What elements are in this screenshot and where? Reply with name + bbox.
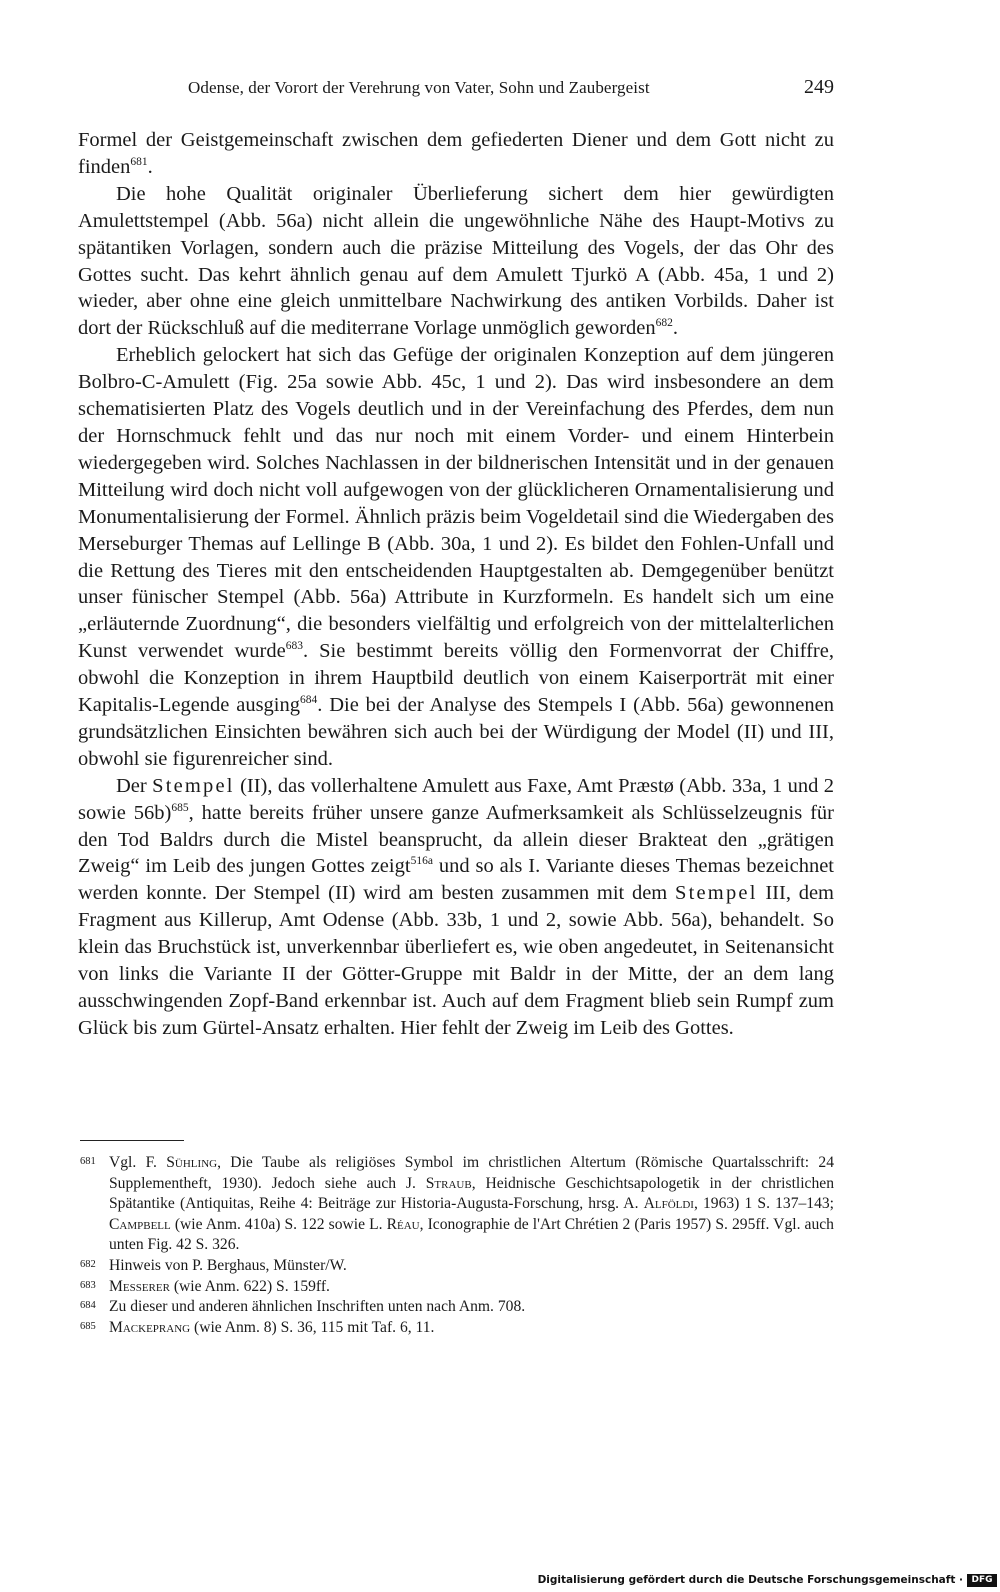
footnote-text: (wie Anm. 622) S. 159ff. [169,1277,330,1295]
text-run: . [147,155,153,178]
author-name: Sühling [166,1154,218,1171]
footnote-ref[interactable]: 516a [410,855,433,868]
footnote-separator [80,1140,184,1141]
dfg-logo: DFG [967,1574,997,1587]
footnote [80,1318,834,1339]
footnote-number: 684 [80,1300,96,1312]
author-name: Alföldi [643,1195,694,1213]
author-name: Campbell [109,1215,171,1233]
page-number: 249 [804,76,834,98]
footnotes [80,1153,834,1338]
footnote [80,1256,834,1277]
text-run: . [672,317,678,340]
footnote-text: (wie Anm. 8) S. 36, 115 mit Taf. 6, 11. [190,1318,435,1336]
text-run: , hatte bereits früher unsere ganze Aufmerksamkeit als Schlüsselzeugnis für den Tod Baldrs durch die Mistel beansprucht, da allein dieser Brakteat den „grätigen Zweig“ im Leib des jungen Gottes zeigt [78,801,834,878]
paragraph [78,127,834,181]
digitization-note [538,1571,997,1589]
author-name: Messerer [109,1277,170,1295]
emphasized-term: Stempel [152,774,235,797]
footnote-text: , 1963) 1 S. 137–143; [693,1195,835,1213]
footnote [80,1297,834,1318]
body-text [78,127,834,1042]
footnote-text: (wie Anm. 410a) S. 122 sowie L. [170,1215,387,1233]
footnote-text: Zu dieser und anderen ähnlichen Inschriften unten nach Anm. 708. [109,1298,526,1316]
paragraph [78,773,834,1042]
author-name: Straub [425,1174,472,1192]
footnote-number: 681 [80,1156,96,1167]
author-name: Mackeprang [109,1318,191,1336]
footnote-number: 685 [80,1320,96,1332]
emphasized-term: Stempel [675,882,758,905]
text-run: und so als I. Variante dieses Themas bezeichnet werden konnte. Der Stempel (II) wird am besten zusammen mit dem [78,855,834,905]
footnote-ref[interactable]: 683 [285,640,303,653]
paragraph [78,181,834,342]
footnote-ref[interactable]: 685 [171,801,189,814]
footnote-text: Vgl. F. [109,1154,167,1171]
footnote-text: Hinweis von P. Berghaus, Münster/W. [109,1256,347,1274]
footnote-text: , Die Taube als religiöses Symbol im christlichen Altertum (Römische Quartalsschrift: 24 Supplementheft, 1930). Jedoch siehe auch J. [109,1154,834,1192]
author-name: Réau [386,1215,420,1233]
footnote-number: 683 [80,1279,96,1291]
text-run: . Die bei der Analyse des Stempels I (Abb. 56a) gewonnenen grundsätzlichen Einsichten bewähren sich auch bei der Würdigung der Model (II) und III, obwohl sie figurenreicher sind. [78,694,834,770]
text-run: III, dem Fragment aus Killerup, Amt Odense (Abb. 33b, 1 und 2, sowie Abb. 56a), behandelt. So klein das Bruchstück ist, unverkennbar überliefert es, wie oben angedeutet, in Seitenansicht von links die Variante II der Götter-Gruppe mit Baldr in der Mitte, der an dem lang ausschwingenden Zopf-Band erkennbar ist. Auch auf dem Fragment blieb sein Rumpf zum Glück bis zum Gürtel-Ansatz erhalten. Hier fehlt der Zweig im Leib des Gottes. [78,882,834,1039]
footnote-text: , Heidnische Geschichtsapologetik in der christlichen Spätantike (Antiquitas, Reihe 4: Beiträge zur Historia-Augusta-Forschung, hrsg. A. [109,1174,834,1213]
footnote [80,1153,834,1256]
text-run: . Sie bestimmt bereits völlig den Formenvorrat der Chiffre, obwohl die Konzeption in ihrem Hauptbild deutlich von einem Kaiserporträt mit einer Kapitalis-Legende ausging [78,640,834,717]
footnote-text: , Iconographie de l'Art Chrétien 2 (Paris 1957) S. 295ff. Vgl. auch unten Fig. 42 S. 326. [109,1215,834,1254]
text-run: (II), das vollerhaltene Amulett aus Faxe, Amt Præstø (Abb. 33a, 1 und 2 sowie 56b) [78,774,834,824]
footnote-ref[interactable]: 684 [300,694,318,707]
running-title: Odense, der Vorort der Verehrung von Vater, Sohn und Zaubergeist [188,78,650,97]
text-run: Der [116,774,147,797]
paragraph [78,342,834,773]
footnote [80,1277,834,1298]
digitization-text: Digitalisierung gefördert durch die Deutsche Forschungsgemeinschaft · [537,1574,963,1586]
footnote-ref[interactable]: 682 [655,317,673,330]
footnote-number: 682 [80,1258,96,1270]
page-header [78,74,834,104]
footnote-ref[interactable]: 681 [130,156,148,169]
text-run: Formel der Geistgemeinschaft zwischen dem gefiederten Diener und dem Gott nicht zu finden [78,129,834,178]
text-run: Die hohe Qualität originaler Überlieferung sichert dem hier gewürdigten Amulettstempel (Abb. 56a) nicht allein die ungewöhnliche Nähe des Haupt-Motivs zu spätantiken Vorlagen, sondern auch die präzise Mitteilung des Vogels, der das Ohr des Gottes sucht. Das kehrt ähnlich genau auf dem Amulett Tjurkö A (Abb. 45a, 1 und 2) wieder, aber ohne eine gleich unmittelbare Nachwirkung des antiken Vorbilds. Daher ist dort der Rückschluß auf die mediterrane Vorlage unmöglich geworden [78,182,834,340]
text-run: Erheblich gelockert hat sich das Gefüge der originalen Konzeption auf dem jüngeren Bolbro-C-Amulett (Fig. 25a sowie Abb. 45c, 1 und 2). Das wird insbesondere an dem schematisierten Platz des Vogels deutlich und in der Vereinfachung des Pferdes, dem nun der Hornschmuck fehlt und das nur noch mit einem Vorder- und einem Hinterbein wiedergegeben wird. Solches Nachlassen in der bildnerischen Intensität und in der genauen Mitteilung wird doch nicht voll aufgewogen von der glücklicheren Ornamentalisierung und Monumentalisierung der Formel. Ähnlich präzis beim Vogeldetail sind die Wiedergaben des Merseburger Themas auf Lellinge B (Abb. 30a, 1 und 2). Es bildet den Fohlen-Unfall und die Rettung des Tieres mit den entscheidenden Hauptgestalten ab. Demgegenüber benützt unser fünischer Stempel (Abb. 56a) Attribute in Kurzformeln. Es handelt sich um eine „erläuternde Zuordnung“, die besonders vielfältig und erfolgreich von der mittelalterlichen Kunst verwendet wurde [78,344,834,663]
